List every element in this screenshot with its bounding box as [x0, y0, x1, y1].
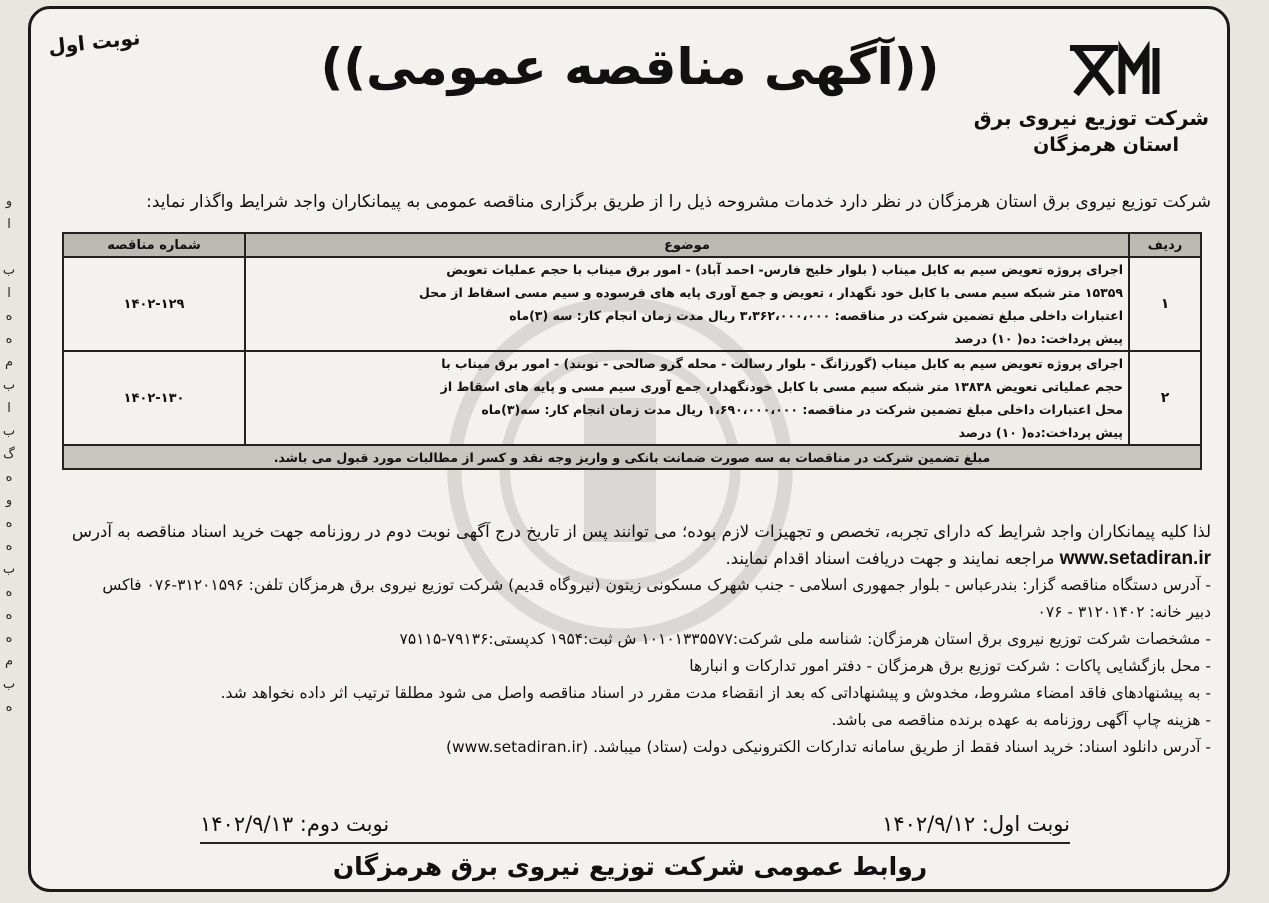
table-footer-row [63, 445, 1201, 469]
company-name: شرکت توزیع نیروی برق [973, 106, 1209, 130]
table-row [63, 351, 1201, 445]
bids-rule: - به پیشنهادهای فاقد امضاء مشروط، مخدوش و پیشنهاداتی که بعد از انقضاء مدت مقرر در اسناد مناقصه واصل می شود مطلقا ترتیب اثر داده نخواهد شد. [220, 684, 1211, 702]
header-subject: موضوع [245, 233, 1129, 257]
body-text: مراجعه نمایند و جهت دریافت اسناد اقدام نمایند. [725, 549, 1060, 568]
company-province: استان هرمزگان [1033, 134, 1179, 156]
subject-line: حجم عملیاتی تعویض ۱۳۸۳۸ متر شبکه سیم مسی با کابل خودنگهدار، جمع آوری سیم مسی و پایه های اسقاط از [440, 379, 1123, 394]
subject-line: پیش پرداخت:ده( ۱۰) درصد [958, 425, 1123, 440]
notice-title: ((آگهی مناقصه عمومی)) [320, 38, 940, 96]
table-header-row [63, 233, 1201, 257]
row-index: ۲ [1129, 351, 1201, 445]
round-tag: نوبت اول [46, 25, 142, 59]
address-line: - آدرس دستگاه مناقصه گزار: بندرعباس - بلوار جمهوری اسلامی - جنب شهرک مسکونی زیتون (نیروگاه قدیم) شرکت توزیع نیروی برق هرمزگان تلفن: ۳۱۲۰۱۵۹۶-۰۷۶ فاکس [102, 576, 1211, 594]
subject-line: پیش پرداخت: ده( ۱۰) درصد [954, 331, 1123, 346]
table-row [63, 257, 1201, 351]
tender-table [62, 232, 1202, 470]
public-relations-signature: روابط عمومی شرکت توزیع نیروی برق هرمزگان [332, 852, 928, 881]
subject-line: اجرای پروژه تعویض سیم به کابل میناب (گورزانگ - بلوار رسالت - محله گرو صالحی - نوبند) - امور برق میناب با [441, 356, 1123, 371]
subject-line: اعتبارات داخلی مبلغ تضمین شرکت در مناقصه: ۳،۳۶۲،۰۰۰،۰۰۰ ریال مدت زمان انجام کار: سه (۳)ماه [509, 308, 1123, 323]
company-specs: - مشخصات شرکت توزیع نیروی برق استان هرمزگان: شناسه ملی شرکت:۱۰۱۰۱۳۳۵۵۷۷ ش ثبت:۱۹۵۴ کدپستی:۷۹۱۳۶-۷۵۱۱۵ [399, 630, 1211, 648]
row-subject [245, 257, 1129, 351]
subject-line: اجرای پروژه تعویض سیم به کابل میناب ( بلوار خلیج فارس- احمد آباد) - امور برق میناب با حجم عملیات تعویض [446, 262, 1123, 277]
header-row-index: ردیف [1129, 233, 1201, 257]
ad-cost-note: - هزینه چاپ آگهی روزنامه به عهده برنده مناقصه می باشد. [831, 711, 1211, 729]
subject-line: محل اعتبارات داخلی مبلغ تضمین شرکت در مناقصه: ۱،۶۹۰،۰۰۰،۰۰۰ ریال مدت زمان انجام کار: سه(۳)ماه [481, 402, 1123, 417]
opening-location: - محل بازگشایی پاکات : شرکت توزیع برق هرمزگان - دفتر امور تدارکات و انبارها [689, 657, 1211, 675]
header-tender-number: شماره مناقصه [63, 233, 245, 257]
second-round-date: نوبت دوم: ۱۴۰۲/۹/۱۳ [200, 812, 390, 836]
intro-text: شرکت توزیع نیروی برق استان هرمزگان در نظر دارد خدمات مشروحه ذیل را از طریق برگزاری مناقصه عمومی به پیمانکاران واجد شرایط واگذار نماید: [146, 192, 1211, 212]
first-round-date: نوبت اول: ۱۴۰۲/۹/۱۲ [882, 812, 1070, 836]
setadiran-link[interactable]: www.setadiran.ir [1059, 548, 1211, 569]
download-address: - آدرس دانلود اسناد: خرید اسناد فقط از طریق سامانه تدارکات الکترونیکی دولت (ستاد) میباشد. (www.setadiran.ir) [445, 738, 1211, 756]
row-subject [245, 351, 1129, 445]
company-logo-icon [1062, 40, 1174, 102]
guarantee-note: مبلغ تضمین شرکت در مناقصات به سه صورت ضمانت بانکی و واریز وجه نقد و کسر از مطالبات مورد قبول می باشد. [63, 445, 1201, 469]
row-index: ۱ [1129, 257, 1201, 351]
body-paragraph-url-line [61, 545, 1211, 572]
body-paragraph: لذا کلیه پیمانکاران واجد شرایط که دارای تجربه، تخصص و تجهیزات لازم بوده؛ می توانند پس از تاریخ درج آگهی نوبت دوم در روزنامه جهت خرید اسناد مناقصه به آدرس [71, 522, 1211, 541]
subject-line: ۱۵۳۵۹ متر شبکه سیم مسی با کابل خود نگهدار ، تعویض و جمع آوری پایه های فرسوده و سیم مسی اسقاط از محل [419, 285, 1123, 300]
notice-body [61, 518, 1211, 761]
address-line: دبیر خانه: ۳۱۲۰۱۴۰۲ - ۰۷۶ [1037, 603, 1211, 621]
publication-rounds [200, 812, 1070, 844]
adjacent-column-text: و ا ب ا ه ه م ب ا ب گ ه و ه ه ب ه ه ه م ب ه [2, 194, 16, 715]
row-tender-number: ۱۴۰۲-۱۳۰ [63, 351, 245, 445]
row-tender-number: ۱۴۰۲-۱۲۹ [63, 257, 245, 351]
